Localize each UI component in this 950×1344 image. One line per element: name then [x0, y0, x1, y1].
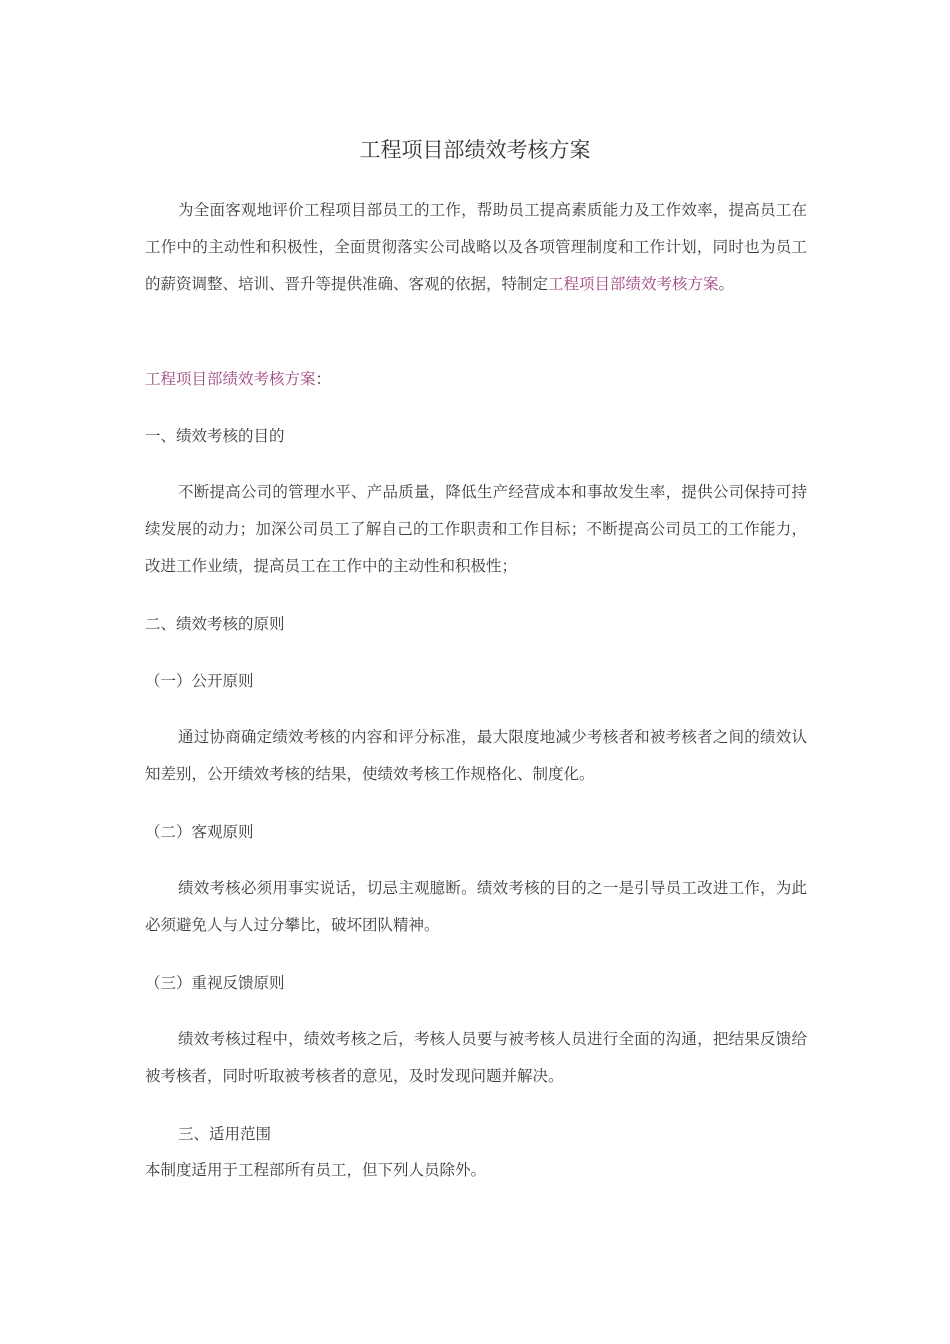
intro-text: 为全面客观地评价工程项目部员工的工作，帮助员工提高素质能力及工作效率，提高员工在工作中的主动性和积极性，全面贯彻落实公司战略以及各项管理制度和工作计划，同时也为员工的薪资调整、培训、晋升等提供准确、客观的依据，特制定: [145, 201, 807, 293]
section3-body: 本制度适用于工程部所有员工，但下列人员除外。: [145, 1161, 487, 1179]
plan-heading-link[interactable]: 工程项目部绩效考核方案: [145, 370, 316, 388]
section2-sub2-body: 绩效考核必须用事实说话，切忌主观臆断。绩效考核的目的之一是引导员工改进工作，为此必须避免人与人过分攀比，破坏团队精神。: [145, 879, 807, 934]
intro-paragraph: [145, 192, 807, 303]
section2-heading: 二、绩效考核的原则: [145, 615, 285, 633]
document-title: 工程项目部绩效考核方案: [359, 138, 591, 162]
section2-sub3-heading: （三）重视反馈原则: [145, 974, 285, 992]
section1-body: 不断提高公司的管理水平、产品质量，降低生产经营成本和事故发生率，提供公司保持可持续发展的动力；加深公司员工了解自己的工作职责和工作目标；不断提高公司员工的工作能力，改进工作业绩，提高员工在工作中的主动性和积极性；: [145, 483, 807, 575]
section2-sub3-body: 绩效考核过程中，绩效考核之后，考核人员要与被考核人员进行全面的沟通，把结果反馈给被考核者，同时听取被考核者的意见，及时发现问题并解决。: [145, 1030, 807, 1085]
section3-heading: 三、适用范围: [178, 1125, 272, 1143]
plan-heading-suffix: ：: [315, 370, 332, 388]
section2-sub2-heading: （二）客观原则: [145, 823, 254, 841]
section1-heading: 一、绩效考核的目的: [145, 427, 285, 445]
section2-sub1-heading: （一）公开原则: [145, 672, 254, 690]
section2-sub1-body: 通过协商确定绩效考核的内容和评分标准，最大限度地减少考核者和被考核者之间的绩效认知差别，公开绩效考核的结果，使绩效考核工作规格化、制度化。: [145, 728, 807, 783]
plan-link[interactable]: 工程项目部绩效考核方案: [548, 275, 719, 293]
plan-heading: [145, 367, 807, 391]
intro-suffix: 。: [718, 275, 735, 293]
